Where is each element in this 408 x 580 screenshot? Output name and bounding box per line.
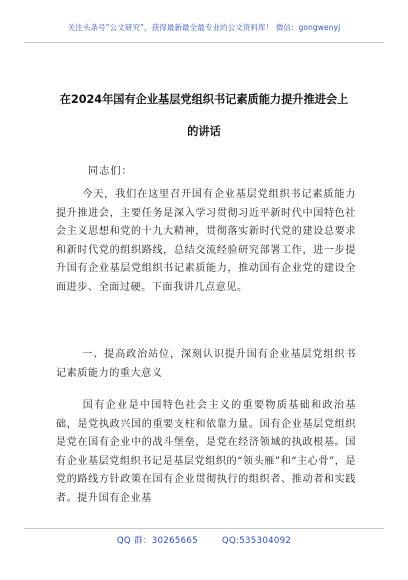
paragraph-2 xyxy=(56,397,356,509)
greeting: 同志们： xyxy=(88,166,133,177)
section-heading-1-text: 一、提高政治站位，深刻认识提升国有企业基层党组织书记素质能力的重大意义 xyxy=(56,349,356,379)
footer-divider xyxy=(24,528,384,529)
header-divider xyxy=(24,42,384,43)
document-title-line-2: 的讲话 xyxy=(187,125,221,138)
paragraph-1 xyxy=(56,186,356,298)
document-title-line-1: 在2024年国有企业基层党组织书记素质能力提升推进会上 xyxy=(59,93,349,106)
paragraph-2-text: 国有企业是中国特色社会主义的重要物质基础和政治基础，是党执政兴国的重要支柱和依靠力量。国有企业基层党组织是党在国有企业中的战斗堡垒，是党在经济领域的执政根基。国有企业基层党组织书记是基层党组织的“领头雁”和“主心骨”，是党的路线方针政策在国有企业贯彻执行的组织者、推动者和实践者。提升国有企业基 xyxy=(56,400,356,504)
section-heading-1 xyxy=(56,346,356,383)
paragraph-1-text: 今天，我们在这里召开国有企业基层党组织书记素质能力提升推进会，主要任务是深入学习贯彻习近平新时代中国特色社会主义思想和党的十九大精神，贯彻落实新时代党的建设总要求和新时代党的组织路线，总结交流经验研究部署工作，进一步提升国有企业基层党组织书记素质能力，推动国有企业党的建设全面进步、全面过硬。下面我讲几点意见。 xyxy=(56,189,356,293)
footer-qq-contact[interactable]: QQ:535304092 xyxy=(221,536,292,546)
footer-qq-group[interactable]: QQ 群：30265665 xyxy=(116,536,198,546)
footer xyxy=(0,534,408,546)
header-banner[interactable]: 关注头条号“公文研究”，获得最新最全最专业的公文资料库！ 微信：gongwenyj xyxy=(67,23,341,32)
